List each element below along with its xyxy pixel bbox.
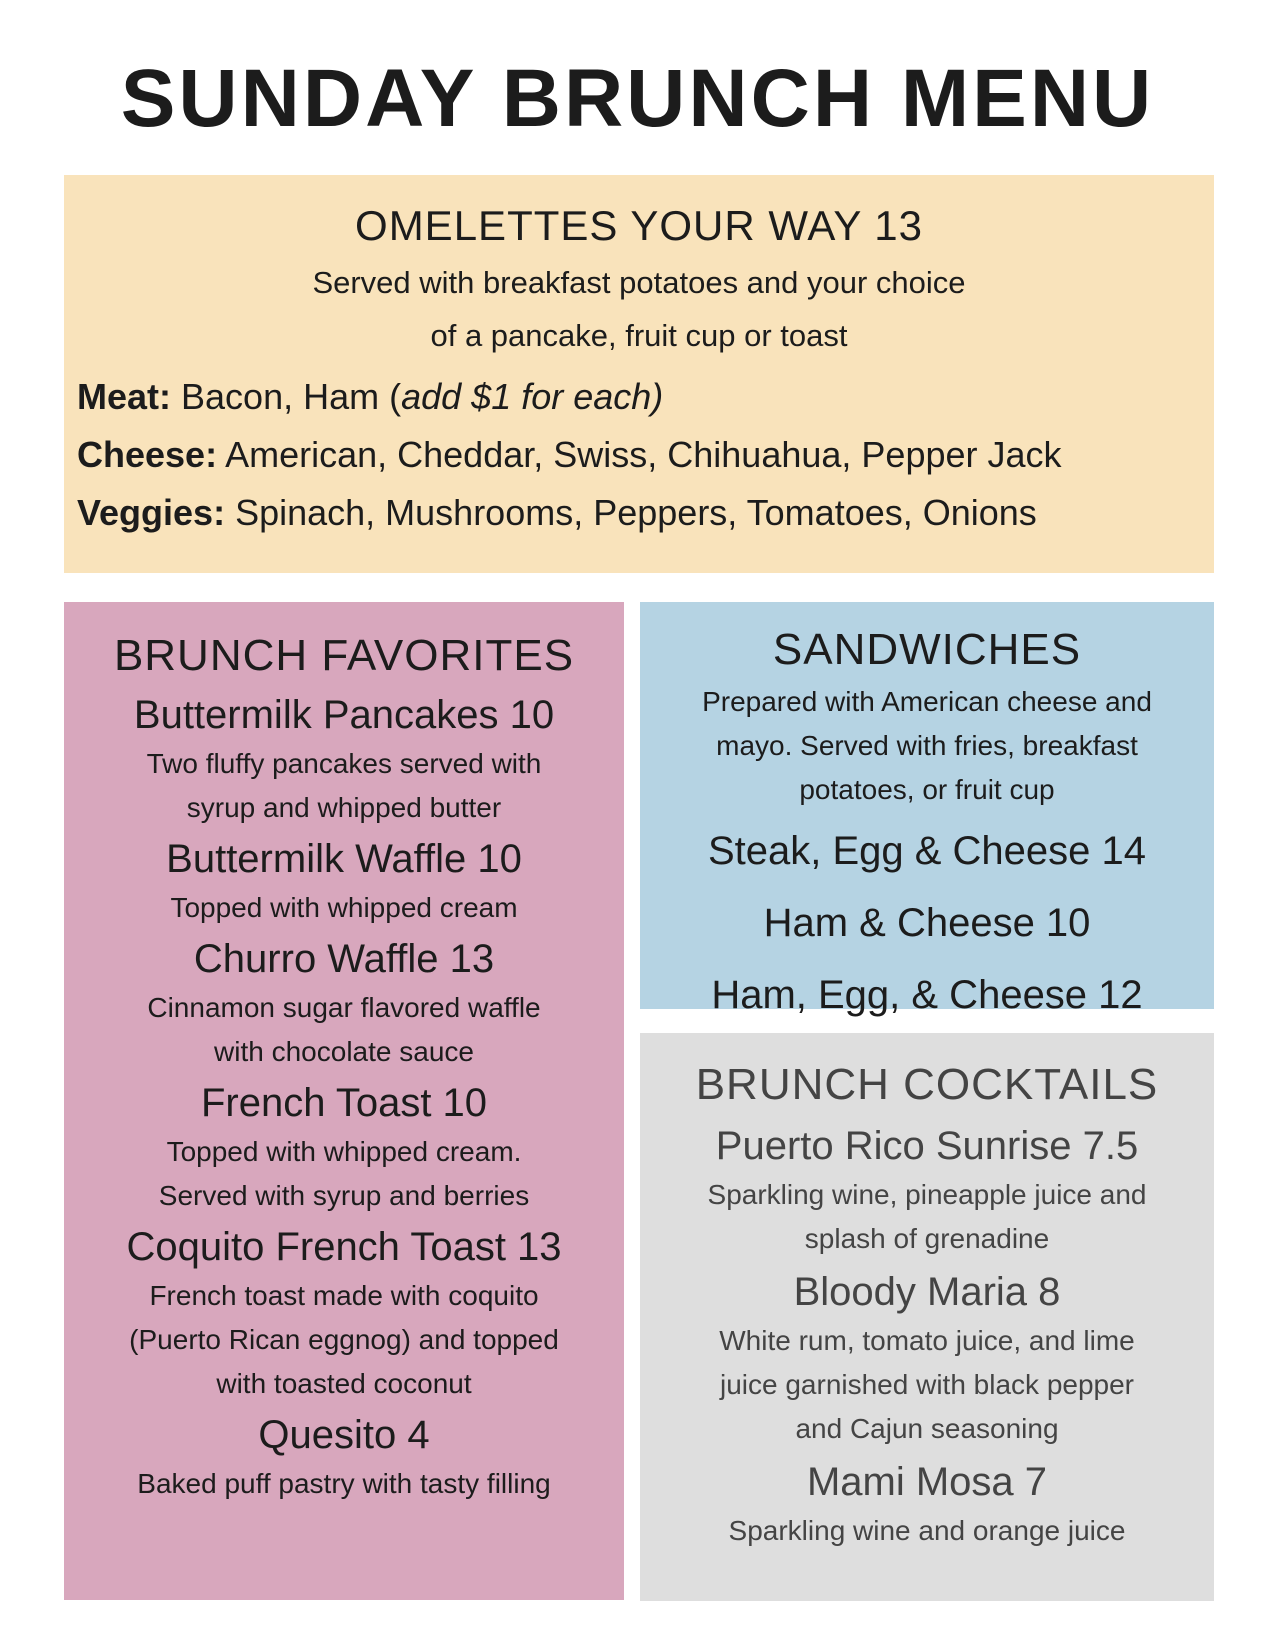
favorites-heading: BRUNCH FAVORITES	[113, 631, 575, 680]
sandwiches-desc: potatoes, or fruit cup	[799, 774, 1055, 805]
sandwiches-desc: mayo. Served with fries, breakfast	[716, 730, 1138, 761]
veggies-option	[77, 484, 1214, 542]
menu-item-name: Ham, Egg, & Cheese 12	[711, 973, 1143, 1017]
meat-items: Bacon, Ham (	[171, 376, 402, 417]
sandwiches-desc: Prepared with American cheese and	[702, 686, 1152, 717]
menu-item-name: Buttermilk Pancakes 10	[133, 693, 555, 737]
cheese-items: American, Cheddar, Swiss, Chihuahua, Pepper Jack	[217, 434, 1062, 475]
veggies-items: Spinach, Mushrooms, Peppers, Tomatoes, Onions	[225, 492, 1037, 533]
menu-item-name: Quesito 4	[258, 1413, 430, 1457]
menu-item-desc: and Cajun seasoning	[795, 1413, 1059, 1444]
menu-item-desc: syrup and whipped butter	[186, 792, 502, 823]
menu-item-desc: White rum, tomato juice, and lime	[719, 1325, 1135, 1356]
menu-item-desc: Topped with whipped cream	[170, 892, 518, 923]
menu-item-desc: Sparkling wine and orange juice	[728, 1515, 1126, 1546]
veggies-label: Veggies:	[77, 492, 226, 533]
menu-item-desc: splash of grenadine	[804, 1223, 1050, 1254]
menu-item-desc: Baked puff pastry with tasty filling	[137, 1468, 551, 1499]
omelettes-options	[64, 368, 1214, 542]
meat-label: Meat:	[77, 376, 172, 417]
menu-item-desc: juice garnished with black pepper	[719, 1369, 1135, 1400]
menu-item-name: Ham & Cheese 10	[763, 901, 1091, 945]
omelettes-subtitle-line2: of a pancake, fruit cup or toast	[430, 318, 848, 353]
menu-item-desc: with toasted coconut	[216, 1368, 472, 1399]
meat-option	[77, 368, 1214, 426]
brunch-cocktails-section	[640, 1033, 1214, 1601]
cocktails-heading: BRUNCH COCKTAILS	[695, 1060, 1159, 1109]
omelettes-subtitle	[64, 256, 1214, 362]
menu-item-name: Bloody Maria 8	[793, 1270, 1061, 1314]
omelettes-section	[64, 175, 1214, 573]
cheese-option	[77, 426, 1214, 484]
omelettes-heading: OMELETTES YOUR WAY 13	[355, 202, 923, 249]
menu-item-desc: Cinnamon sugar flavored waffle	[147, 992, 541, 1023]
menu-item-name: Coquito French Toast 13	[126, 1225, 562, 1269]
menu-item-name: French Toast 10	[200, 1081, 488, 1125]
menu-item-name: Steak, Egg & Cheese 14	[707, 829, 1147, 873]
menu-item-name: Mami Mosa 7	[806, 1460, 1048, 1504]
menu-item-desc: French toast made with coquito	[149, 1280, 539, 1311]
menu-item-name: Buttermilk Waffle 10	[166, 837, 522, 881]
brunch-favorites-section	[64, 602, 624, 1600]
menu-item-name: Churro Waffle 13	[193, 937, 495, 981]
menu-item-desc: Sparkling wine, pineapple juice and	[707, 1179, 1147, 1210]
menu-item-desc: Topped with whipped cream.	[166, 1136, 522, 1167]
page-title: SUNDAY BRUNCH MENU	[120, 53, 1155, 144]
sandwiches-section	[640, 602, 1214, 1017]
meat-note: add $1 for each)	[401, 376, 664, 417]
menu-item-desc: Two fluffy pancakes served with	[146, 748, 542, 779]
sandwiches-heading: SANDWICHES	[772, 625, 1082, 674]
menu-item-desc: with chocolate sauce	[214, 1036, 474, 1067]
menu-item-desc: Served with syrup and berries	[158, 1180, 530, 1211]
omelettes-subtitle-line1: Served with breakfast potatoes and your choice	[312, 265, 966, 300]
menu-item-name: Puerto Rico Sunrise 7.5	[715, 1124, 1139, 1168]
cheese-label: Cheese:	[77, 434, 218, 475]
menu-item-desc: (Puerto Rican eggnog) and topped	[129, 1324, 559, 1355]
